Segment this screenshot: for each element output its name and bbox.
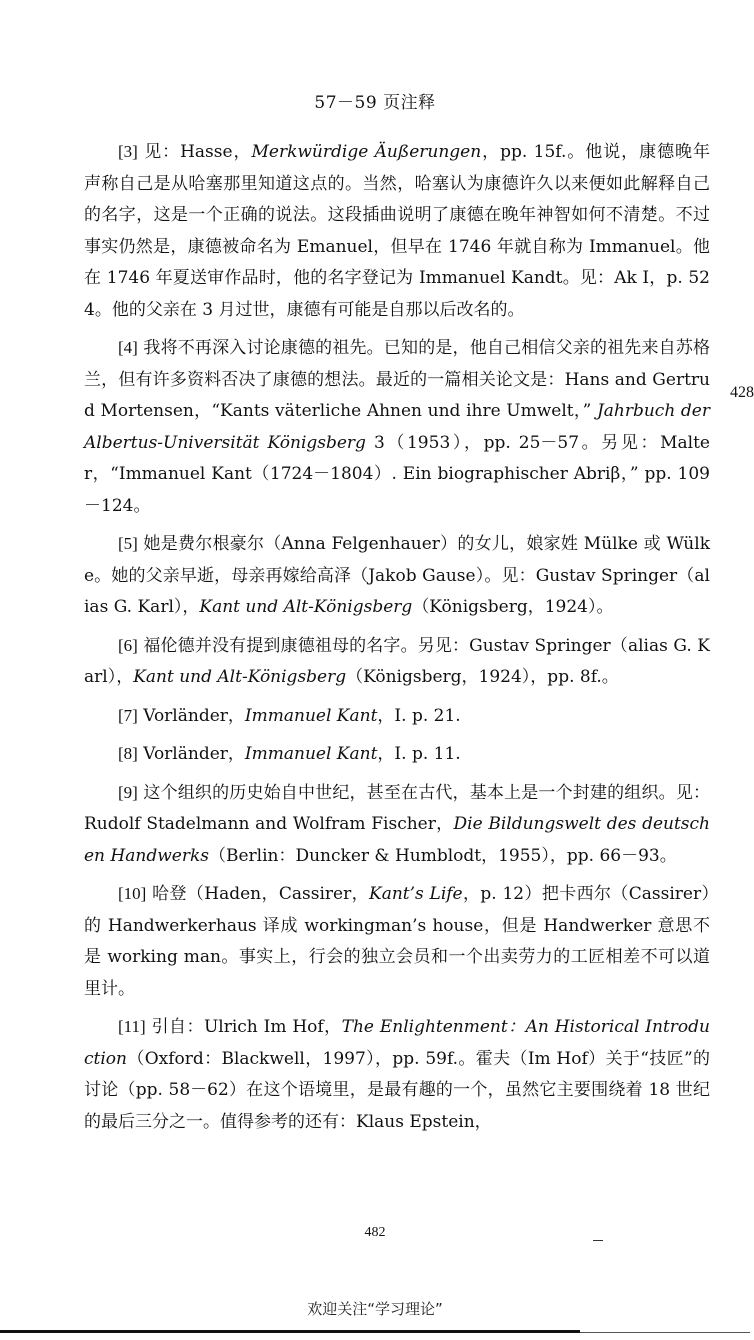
footnote-text: 引自：Ulrich Im Hof， (145, 1017, 342, 1037)
footnote-title-italic: Kant und Alt-Königsberg (133, 667, 347, 687)
margin-page-marker: 428 (730, 384, 754, 401)
footnote (84, 528, 710, 624)
notes-body (84, 136, 710, 1144)
footnote-text: （Königsberg，1924），pp. 8f.。 (346, 667, 619, 687)
page-header-title: 57－59 页注释 (314, 93, 436, 113)
footnote (84, 630, 710, 694)
footnote-title-italic: Jahrbuch der Albertus-Universität Königsberg (84, 401, 710, 453)
footnote-number: [4] (118, 338, 138, 357)
footnote-title-italic: Kant und Alt-Königsberg (199, 597, 413, 617)
footnote-text: ，p. 12）把卡西尔（Cassirer）的 Handwerkerhaus 译成 workingman’s house，但是 Handwerker 意思不是 working man。事实上，行会的独立会员和一个出卖劳力的工匠相差不可以道里计。 (84, 884, 710, 999)
footnote (84, 878, 710, 1005)
footnote-text: ，pp. 15f.。他说，康德晚年声称自己是从哈塞那里知道这点的。当然，哈塞认为康德许久以来便如此解释自己的名字，这是一个正确的说法。这段插曲说明了康德在晚年神智如何不清楚。不过事实仍然是，康德被命名为 Emanuel，但早在 1746 年就自称为 Immanuel。他在 1746 年夏送审作品时，他的名字登记为 Immanuel Kandt。见：Ak I，p. 524。他的父亲在 3 月过世，康德有可能是自那以后改名的。 (84, 142, 710, 320)
footnote-title-italic: Immanuel Kant (244, 744, 378, 764)
footnote-text: （Oxford：Blackwell，1997），pp. 59f.。霍夫（Im Hof）关于“技匠”的讨论（pp. 58－62）在这个语境里，是最有趣的一个，虽然它主要围绕着 18 世纪的最后三分之一。值得参考的还有：Klaus Epstein， (84, 1048, 710, 1132)
footnote-text: ，I. p. 21. (377, 705, 461, 726)
scan-edge-line (0, 1330, 580, 1333)
footnote-number: [5] (118, 534, 138, 553)
footnote (84, 738, 710, 771)
footnote-number: [6] (118, 635, 138, 655)
footnote-text: 福伦德并没有提到康德祖母的名字。另见：Gustav Springer（alias G. Karl）， (84, 635, 710, 687)
footnote (84, 777, 710, 873)
footnote-text: Vorländer， (137, 744, 245, 764)
footnote-number: [8] (118, 744, 138, 763)
footnote-text: 见：Hasse， (137, 142, 252, 162)
scan-edge-line-thin (580, 1332, 750, 1333)
footnote (84, 700, 710, 733)
footnote-text: 哈登（Haden，Cassirer， (146, 884, 369, 904)
footnote-text: （Berlin：Duncker & Humblodt，1955），pp. 66－93。 (208, 845, 677, 866)
footnote (84, 136, 710, 326)
footnote-title-italic: Immanuel Kant (244, 705, 378, 726)
footnote-text: 这个组织的历史始自中世纪，甚至在古代，基本上是一个封建的组织。见：Rudolf Stadelmann and Wolfram Fischer， (84, 782, 710, 834)
footnote (84, 332, 710, 522)
footnote (84, 1011, 710, 1138)
footnote-title-italic: The Enlightenment：An Historical Introduction (84, 1017, 710, 1069)
footnote-number: [11] (118, 1017, 146, 1036)
footnote-text: 3（1953），pp. 25－57。另见：Malter，“Immanuel Kant（1724－1804）. Ein biographischer Abriβ，” pp. 109－124。 (84, 432, 710, 516)
footnote-title-italic: Kant’s Life (369, 884, 463, 904)
footnote-text: （Königsberg，1924）。 (412, 597, 614, 617)
footnote-text: 我将不再深入讨论康德的祖先。已知的是，他自己相信父亲的祖先来自苏格兰，但有许多资料否决了康德的想法。最近的一篇相关论文是：Hans and Gertrud Mortensen，“Kants väterliche Ahnen und ihre Umwelt，” (84, 338, 710, 421)
footnote-number: [3] (118, 142, 138, 161)
footnote-title-italic: Die Bildungswelt des deutschen Handwerks (84, 814, 710, 866)
footnote-title-italic: Merkwürdige Äußerungen (251, 142, 482, 162)
footnote-number: [9] (118, 782, 138, 802)
footnote-number: [10] (118, 884, 147, 903)
footer-watermark-text: 欢迎关注“学习理论” (307, 1300, 443, 1318)
footnote-text: Vorländer， (137, 705, 245, 726)
footnote-number: [7] (118, 705, 138, 725)
footnote-text: ，I. p. 11. (377, 744, 461, 764)
footnote-text: 她是费尔根豪尔（Anna Felgenhauer）的女儿，娘家姓 Mülke 或 Wülke。她的父亲早逝，母亲再嫁给高泽（Jakob Gause）。见：Gustav Springer（alias G. Karl）， (84, 534, 710, 617)
page-number: 482 (364, 1225, 386, 1240)
